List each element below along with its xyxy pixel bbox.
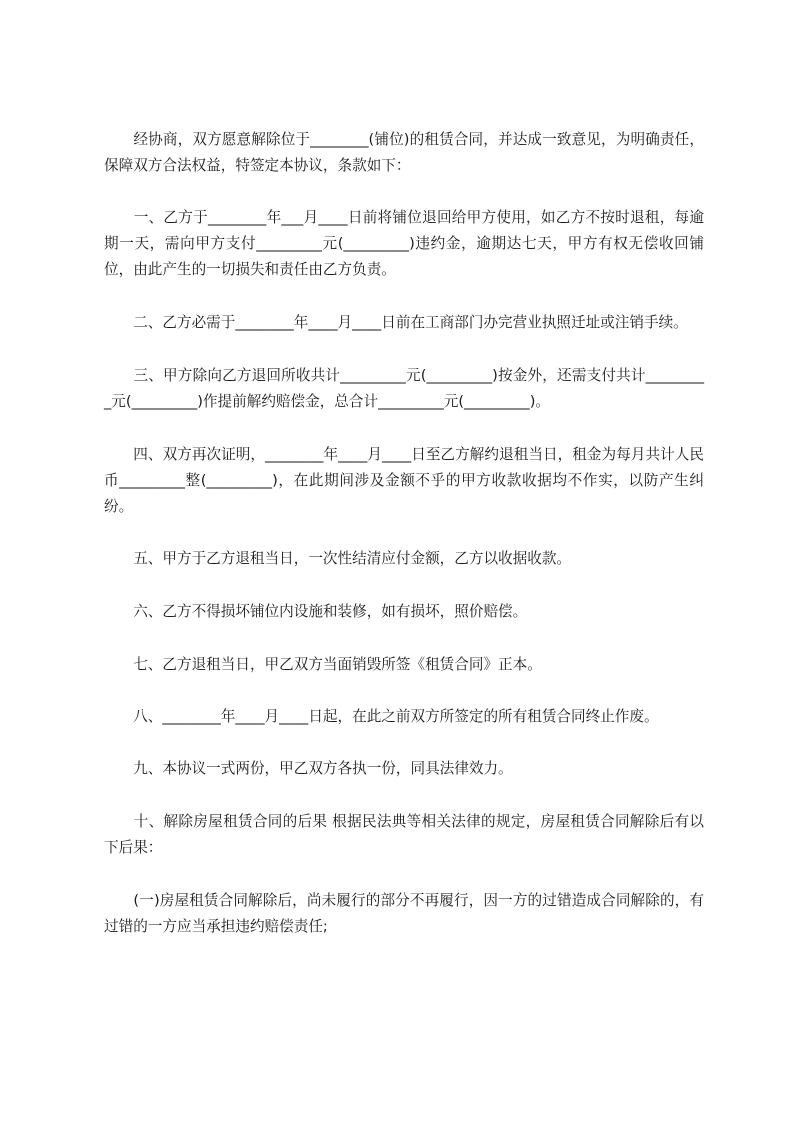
- clause-7: 七、乙方退租当日，甲乙双方当面销毁所签《租赁合同》正本。: [104, 656, 542, 673]
- intro-paragraph: 经协商，双方愿意解除位于________(铺位)的租赁合同，并达成一致意见，为明确责任，保障双方合法权益，特签定本协议，条款如下：: [104, 131, 704, 174]
- clause-9: 九、本协议一式两份，甲乙双方各执一份，同具法律效力。: [104, 760, 513, 777]
- document-body: [104, 127, 704, 940]
- clause-10-sub-1: (一)房屋租赁合同解除后，尚未履行的部分不再履行，因一方的过错造成合同解除的，有过错的一方应当承担违约赔偿责任;: [104, 892, 704, 935]
- clause-5: 五、甲方于乙方退租当日，一次性结清应付金额，乙方以收据收款。: [104, 550, 572, 567]
- clause-4: 四、双方再次证明，________年____月____日至乙方解约退租当日，租金为每月共计人民币_________整(_________)，在此期间涉及金额不乎的甲方收款收据均不作实，以防产生纠纷。: [104, 446, 704, 515]
- clause-1: 一、乙方于________年___月____日前将铺位退回给甲方使用，如乙方不按时退租，每逾期一天，需向甲方支付_________元(_________)违约金，逾期达七天，甲方有权无偿收回铺位，由此产生的一切损失和责任由乙方负责。: [104, 209, 704, 278]
- clause-10: 十、解除房屋租赁合同的后果 根据民法典等相关法律的规定，房屋租赁合同解除后有以下后果：: [104, 813, 704, 856]
- clause-6: 六、乙方不得损坏铺位内设施和装修，如有损坏，照价赔偿。: [104, 603, 528, 620]
- clause-8: 八、________年____月____日起，在此之前双方所签定的所有租赁合同终止作废。: [104, 708, 659, 725]
- clause-2: 二、乙方必需于________年____月____日前在工商部门办完营业执照迁址或注销手续。: [104, 314, 688, 331]
- clause-3: 三、甲方除向乙方退回所收共计_________元(_________)按金外，还需支付共计_________元(_________)作提前解约赔偿金，总合计_________元(_________)。: [104, 367, 704, 410]
